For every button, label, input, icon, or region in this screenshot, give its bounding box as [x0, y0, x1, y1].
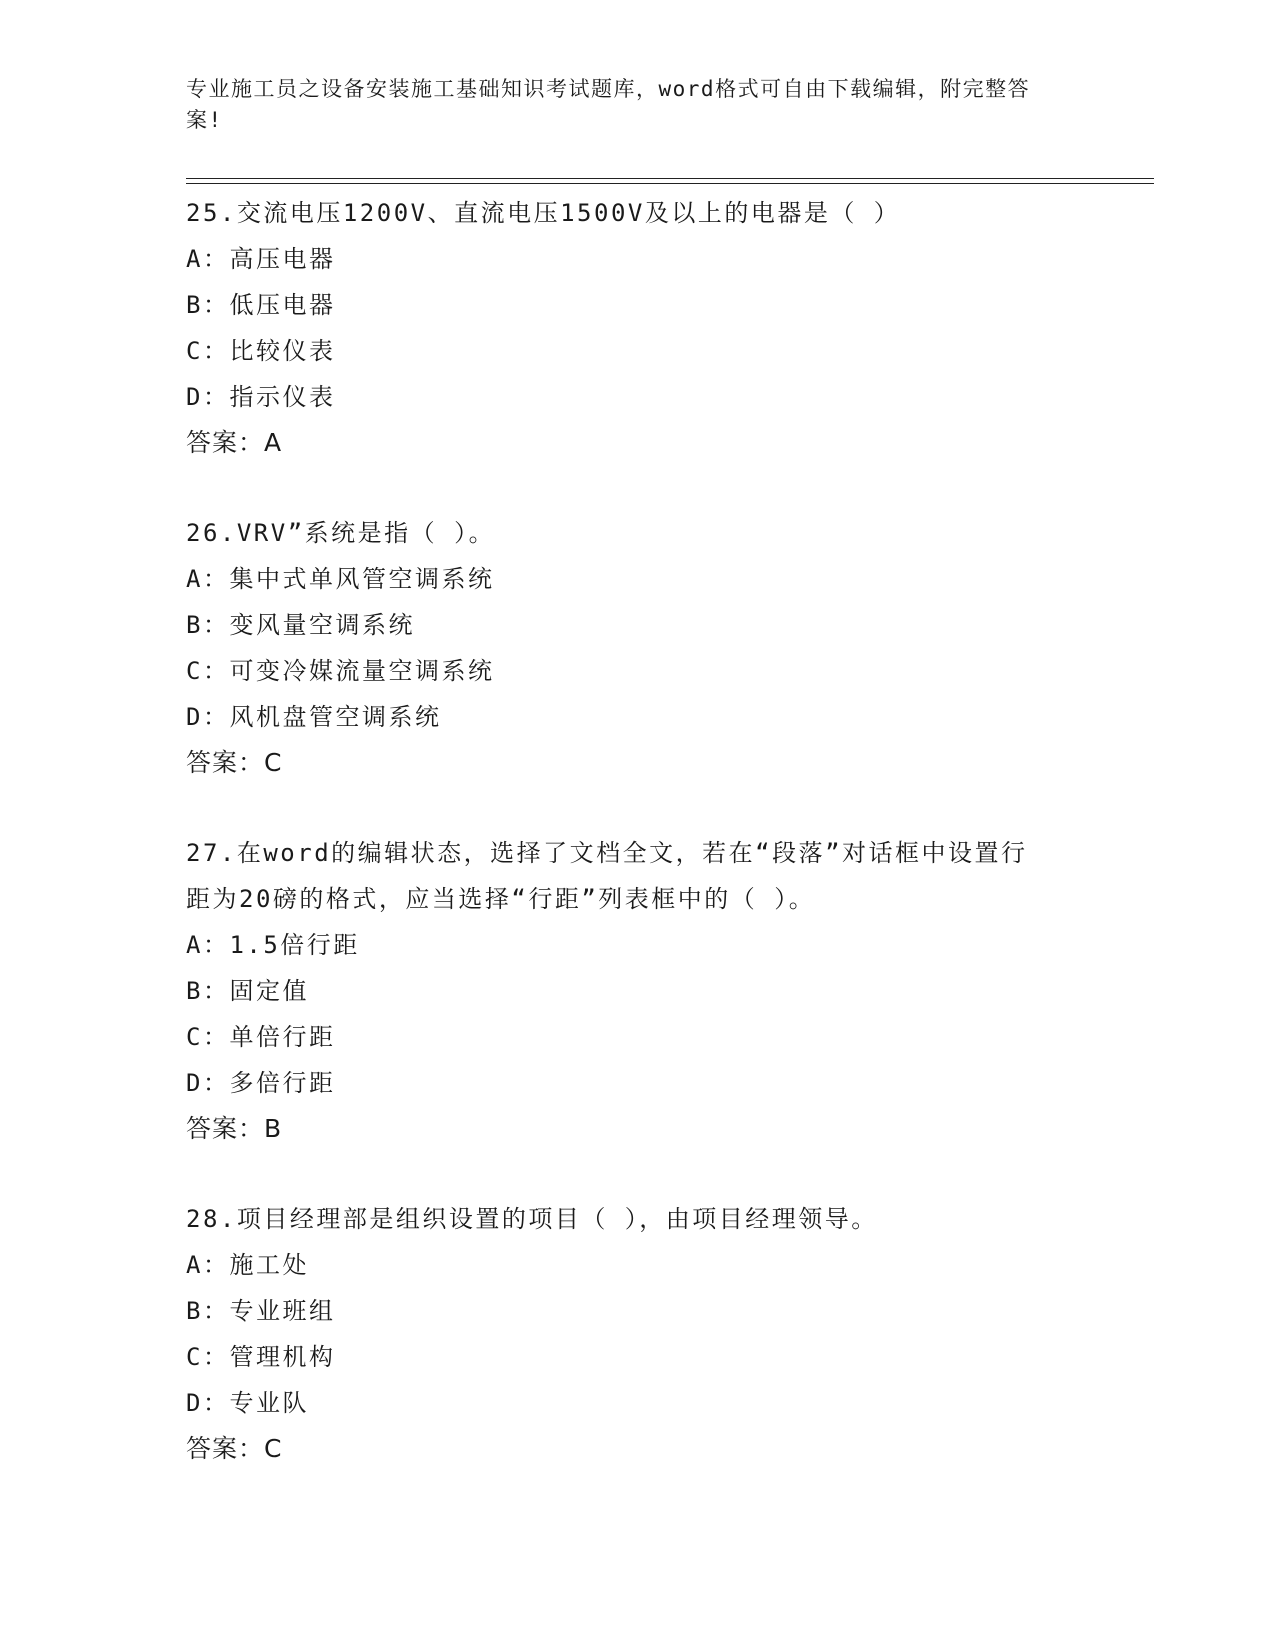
header-divider-bottom [186, 183, 1154, 184]
option-c: C：单倍行距 [186, 1023, 336, 1051]
header-divider-top [186, 178, 1154, 179]
header-note: 专业施工员之设备安装施工基础知识考试题库，word格式可自由下载编辑，附完整答案! [186, 77, 1031, 132]
option-c: C：管理机构 [186, 1343, 336, 1371]
answer-text: 答案：C [186, 748, 283, 777]
option-d: D：专业队 [186, 1389, 309, 1417]
option-a: A：高压电器 [186, 245, 336, 273]
question-item [186, 830, 1086, 1152]
question-item [186, 190, 1086, 466]
question-text: 27.在word的编辑状态，选择了文档全文，若在“段落”对话框中设置行距为20磅的格式，应当选择“行距”列表框中的（ ）。 [186, 839, 1028, 913]
option-a: A：集中式单风管空调系统 [186, 565, 495, 593]
option-a: A：施工处 [186, 1251, 309, 1279]
question-text: 25.交流电压1200V、直流电压1500V及以上的电器是（ ） [186, 199, 901, 227]
option-b: B：专业班组 [186, 1297, 336, 1325]
answer-text: 答案：B [186, 1114, 283, 1143]
answer-text: 答案：C [186, 1434, 283, 1463]
option-c: C：比较仪表 [186, 337, 336, 365]
question-text: 28.项目经理部是组织设置的项目（ ），由项目经理领导。 [186, 1205, 878, 1233]
question-item [186, 1196, 1086, 1472]
question-text: 26.VRV”系统是指（ ）。 [186, 519, 496, 547]
option-d: D：风机盘管空调系统 [186, 703, 442, 731]
option-d: D：指示仪表 [186, 383, 336, 411]
option-a: A：1.5倍行距 [186, 931, 360, 959]
option-d: D：多倍行距 [186, 1069, 336, 1097]
question-item [186, 510, 1086, 786]
option-b: B：低压电器 [186, 291, 336, 319]
question-list [186, 190, 1086, 1516]
answer-text: 答案：A [186, 428, 283, 457]
option-c: C：可变冷媒流量空调系统 [186, 657, 495, 685]
option-b: B：变风量空调系统 [186, 611, 415, 639]
option-b: B：固定值 [186, 977, 309, 1005]
